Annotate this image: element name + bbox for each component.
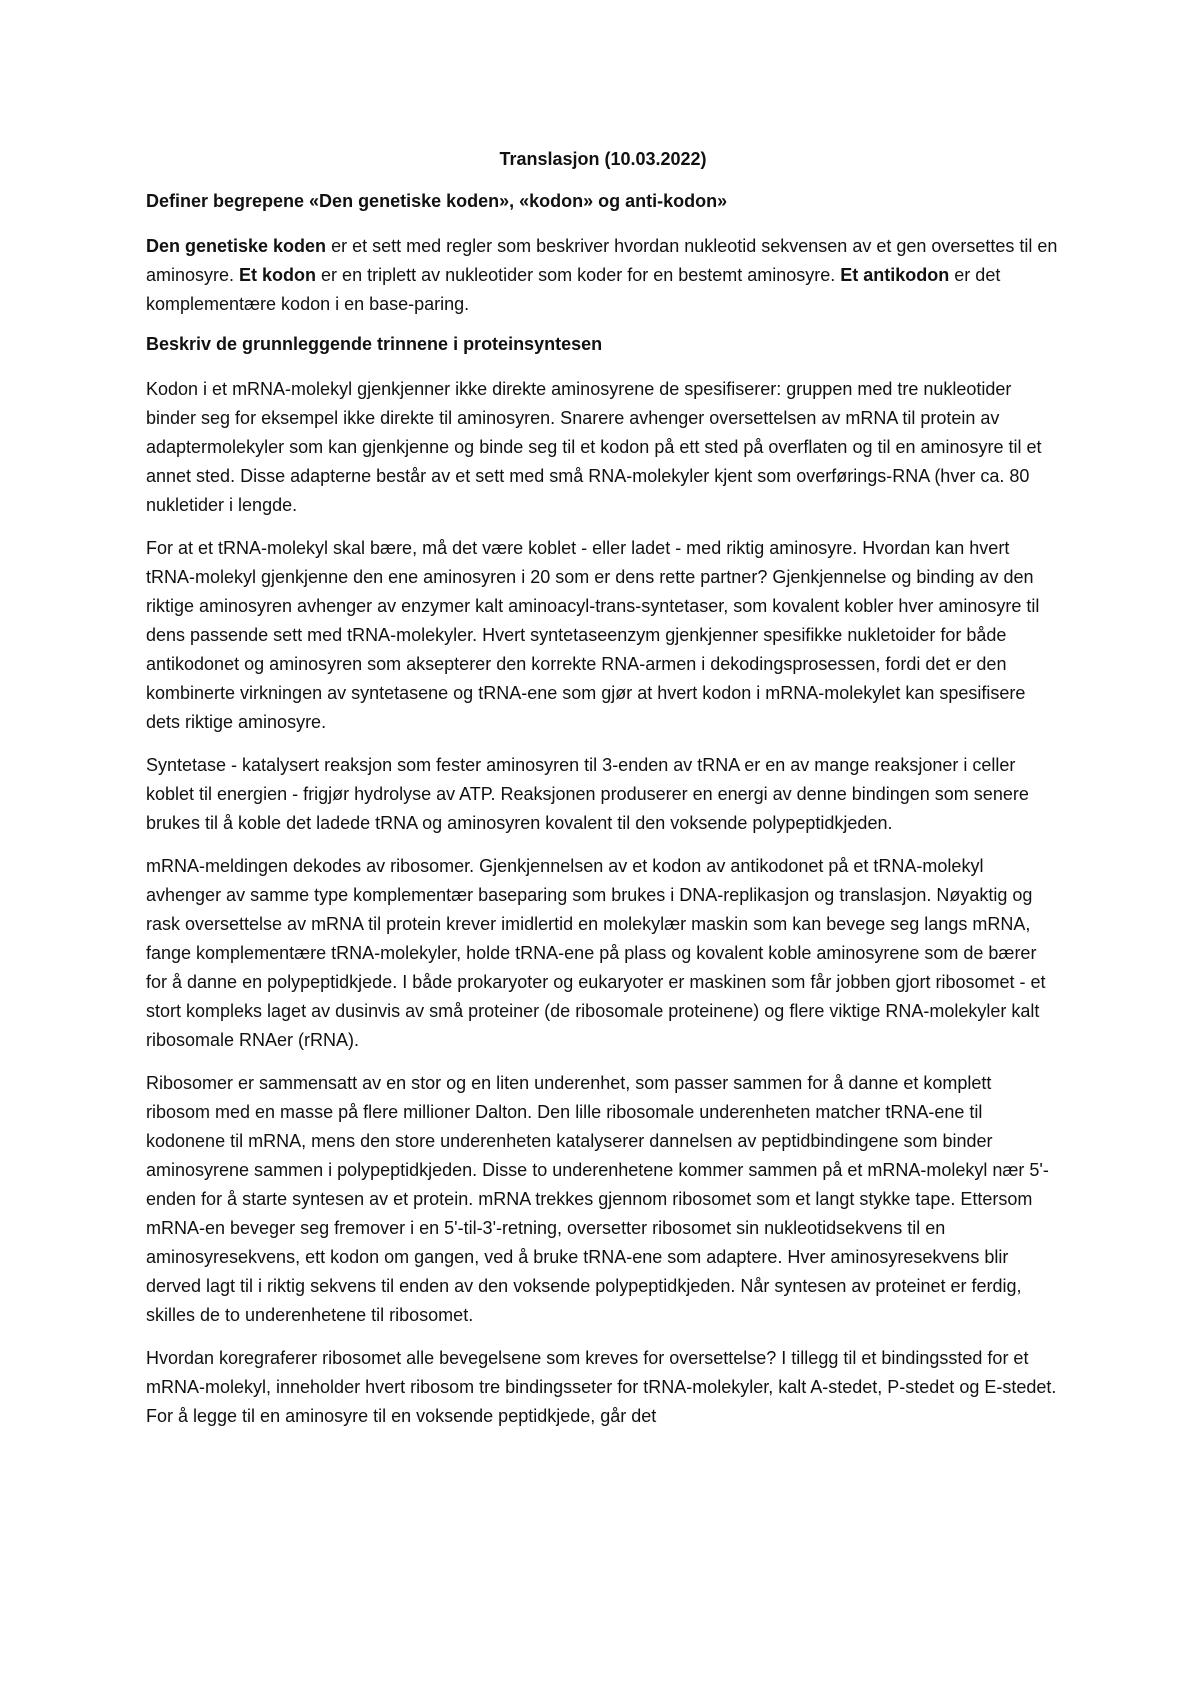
paragraph-synthetase-reaction: Syntetase - katalysert reaksjon som fester aminosyren til 3-enden av tRNA er en av mange reaksjoner i celler koblet til energien - frigjør hydrolyse av ATP. Reaksjonen produserer en energi av denne bindingen som senere brukes til å koble det ladede tRNA og aminosyren kovalent til den voksende polypeptidkjeden. — [146, 755, 1029, 833]
term-genetic-code: Den genetiske koden — [146, 236, 327, 256]
definition-text-2: er en triplett av nukleotider som koder for en bestemt aminosyre. — [316, 265, 841, 285]
heading-definitions: Definer begrepene «Den genetiske koden», «kodon» og anti-kodon» — [146, 191, 728, 211]
definition-paragraph — [146, 232, 1060, 319]
paragraph-adapters: Kodon i et mRNA-molekyl gjenkjenner ikke direkte aminosyrene de spesifiserer: gruppen med tre nukleotider binder seg for eksempel ikke direkte til aminosyren. Snarere avhenger oversettelsen av mRNA til protein av adaptermolekyler som kan gjenkjenne og binde seg til et kodon på ett sted på overflaten og til en aminosyre til et annet sted. Disse adapterne består av et sett med små RNA-molekyler kjent som overførings-RNA (hver ca. 80 nukletider i lengde. — [146, 379, 1042, 515]
paragraph-ribosome-subunits: Ribosomer er sammensatt av en stor og en liten underenhet, som passer sammen for å danne et komplett ribosom med en masse på flere millioner Dalton. Den lille ribosomale underenheten matcher tRNA-ene til kodonene til mRNA, mens den store underenheten katalyserer dannelsen av peptidbindingene som binder aminosyrene sammen i polypeptidkjeden. Disse to underenhetene kommer sammen på et mRNA-molekyl nær 5'-enden for å starte syntesen av et protein. mRNA trekkes gjennom ribosomet som et langt stykke tape. Ettersom mRNA-en beveger seg fremover i en 5'-til-3'-retning, oversetter ribosomet sin nukleotidsekvens til en aminosyresekvens, ett kodon om gangen, ved å bruke tRNA-ene som adaptere. Hver aminosyresekvens blir derved lagt til i riktig sekvens til enden av den voksende polypeptidkjeden. Når syntesen av proteinet er ferdig, skilles de to underenhetene til ribosomet. — [146, 1073, 1049, 1325]
paragraph-ribosome-decoding: mRNA-meldingen dekodes av ribosomer. Gjenkjennelsen av et kodon av antikodonet på et tRNA-molekyl avhenger av samme type komplementær baseparing som brukes i DNA-replikasjon og translasjon. Nøyaktig og rask oversettelse av mRNA til protein krever imidlertid en molekylær maskin som kan bevege seg langs mRNA, fange komplementære tRNA-molekyler, holde tRNA-ene på plass og kovalent koble aminosyrene som de bærer for å danne en polypeptidkjede. I både prokaryoter og eukaryoter er maskinen som får jobben gjort ribosomet - et stort kompleks laget av dusinvis av små proteiner (de ribosomale proteinene) og flere viktige RNA-molekyler kalt ribosomale RNAer (rRNA). — [146, 856, 1046, 1050]
paragraph-binding-sites: Hvordan koregraferer ribosomet alle bevegelsene som kreves for oversettelse? I tillegg til et bindingssted for et mRNA-molekyl, inneholder hvert ribosom tre bindingsseter for tRNA-molekyler, kalt A-stedet, P-stedet og E-stedet. For å legge til en aminosyre til en voksende peptidkjede, går det — [146, 1348, 1057, 1426]
definition-text-3: er det komplementære kodon i en base-paring. — [146, 265, 1001, 314]
heading-protein-synthesis: Beskriv de grunnleggende trinnene i proteinsyntesen — [146, 334, 603, 354]
definition-text-1: er et sett med regler som beskriver hvordan nukleotid sekvensen av et gen oversettes til en aminosyre. — [146, 236, 1058, 285]
term-codon: Et kodon — [239, 265, 317, 285]
document-title: Translasjon (10.03.2022) — [499, 149, 707, 169]
term-anticodon: Et antikodon — [840, 265, 950, 285]
paragraph-trna-charging: For at et tRNA-molekyl skal bære, må det være koblet - eller ladet - med riktig aminosyre. Hvordan kan hvert tRNA-molekyl gjenkjenne den ene aminosyren i 20 som er dens rette partner? Gjenkjennelse og binding av den riktige aminosyren avhenger av enzymer kalt aminoacyl-trans-syntetaser, som kovalent kobler hver aminosyre til dens passende sett med tRNA-molekyler. Hvert syntetaseenzym gjenkjenner spesifikke nukletoider for både antikodonet og aminosyren som aksepterer den korrekte RNA-armen i dekodingsprosessen, fordi det er den kombinerte virkningen av syntetasene og tRNA-ene som gjør at hvert kodon i mRNA-molekylet kan spesifisere dets riktige aminosyre. — [146, 538, 1040, 732]
